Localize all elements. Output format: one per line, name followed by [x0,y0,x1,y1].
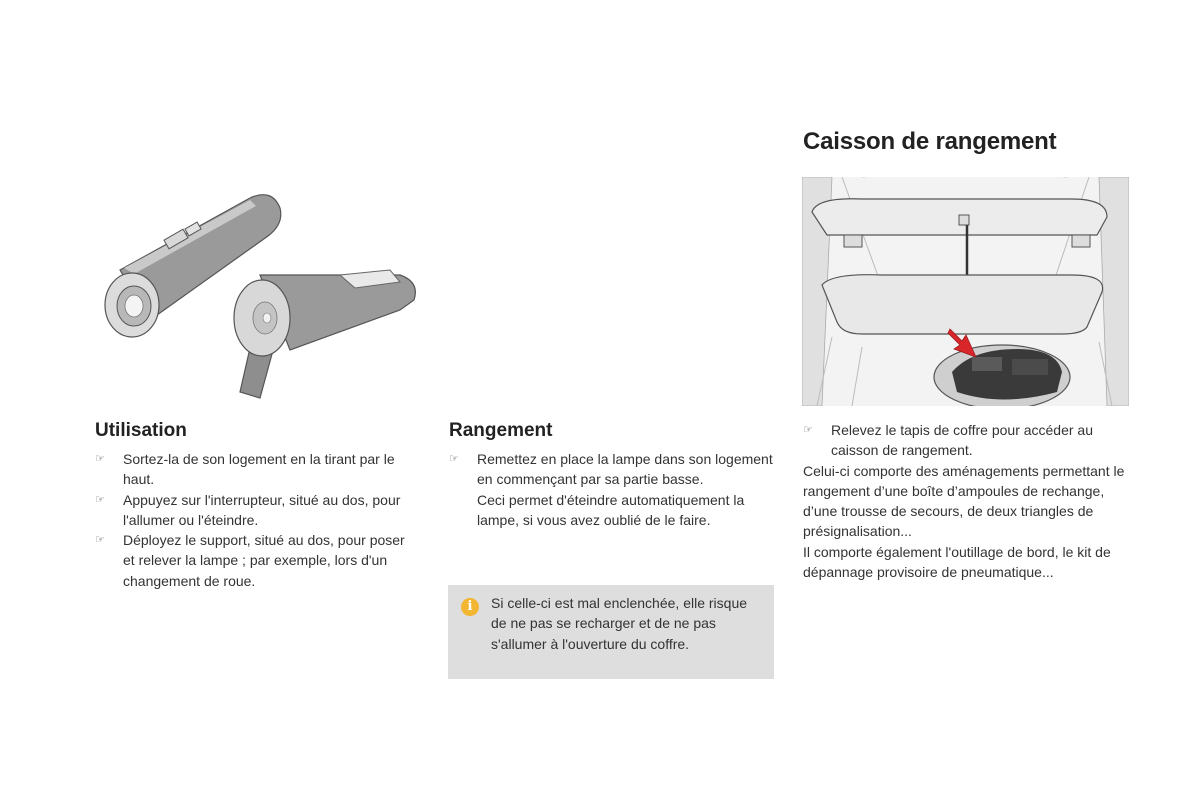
storage-bullet-item [803,420,1128,461]
pointing-hand-icon: ☞ [803,423,813,436]
rangement-continuation: Ceci permet d'éteindre automatiquement la lampe, si vous avez oublié de le faire. [477,491,745,528]
utilisation-bullet-item [95,490,415,531]
utilisation-text [95,449,415,591]
storage-paragraph: Celui-ci comporte des aménagements permettant le rangement d’une boîte d’ampoules de rechange, d’une trousse de secours, de deux triangles de présignalisation... [803,462,1125,540]
storage-bullet-text: Relevez le tapis de coffre pour accéder au caisson de rangement. [831,422,1094,459]
utilisation-bullet-item [95,449,415,490]
pointing-hand-icon: ☞ [449,452,459,465]
storage-text [803,420,1128,582]
info-note-text: Si celle-ci est mal enclenchée, elle risque de ne pas se recharger et de ne pas s'allumer à l'ouverture du coffre. [491,595,748,652]
page-title: Caisson de rangement [803,128,1057,155]
utilisation-bullet-text: Déployez le support, situé au dos, pour poser et relever la lampe ; par exemple, lors d'un changement de roue. [123,532,405,589]
rangement-bullet-text: Remettez en place la lampe dans son logement en commençant par sa partie basse. [477,451,773,488]
utilisation-bullet-list [95,449,415,591]
rangement-heading: Rangement [449,420,553,441]
utilisation-bullet-text: Appuyez sur l'interrupteur, situé au dos, pour l'allumer ou l'éteindre. [123,491,401,528]
pointing-hand-icon: ☞ [95,452,105,465]
pointing-hand-icon: ☞ [95,492,105,506]
rangement-bullet-item [449,449,779,490]
storage-bullet-list [803,420,1128,461]
info-icon: i [461,598,479,616]
info-note-box [448,585,774,679]
rangement-text [449,449,779,530]
pointing-hand-icon: ☞ [95,533,105,547]
utilisation-heading: Utilisation [95,420,187,441]
utilisation-bullet-item [95,530,415,591]
rangement-bullet-list [449,449,779,490]
utilisation-bullet-text: Sortez-la de son logement en la tirant par le haut. [123,451,395,488]
trunk-storage-illustration [802,177,1129,406]
storage-paragraph: Il comporte également l'outillage de bord, le kit de dépannage provisoire de pneumatique... [803,543,1111,581]
lamp-illustration [100,190,430,405]
